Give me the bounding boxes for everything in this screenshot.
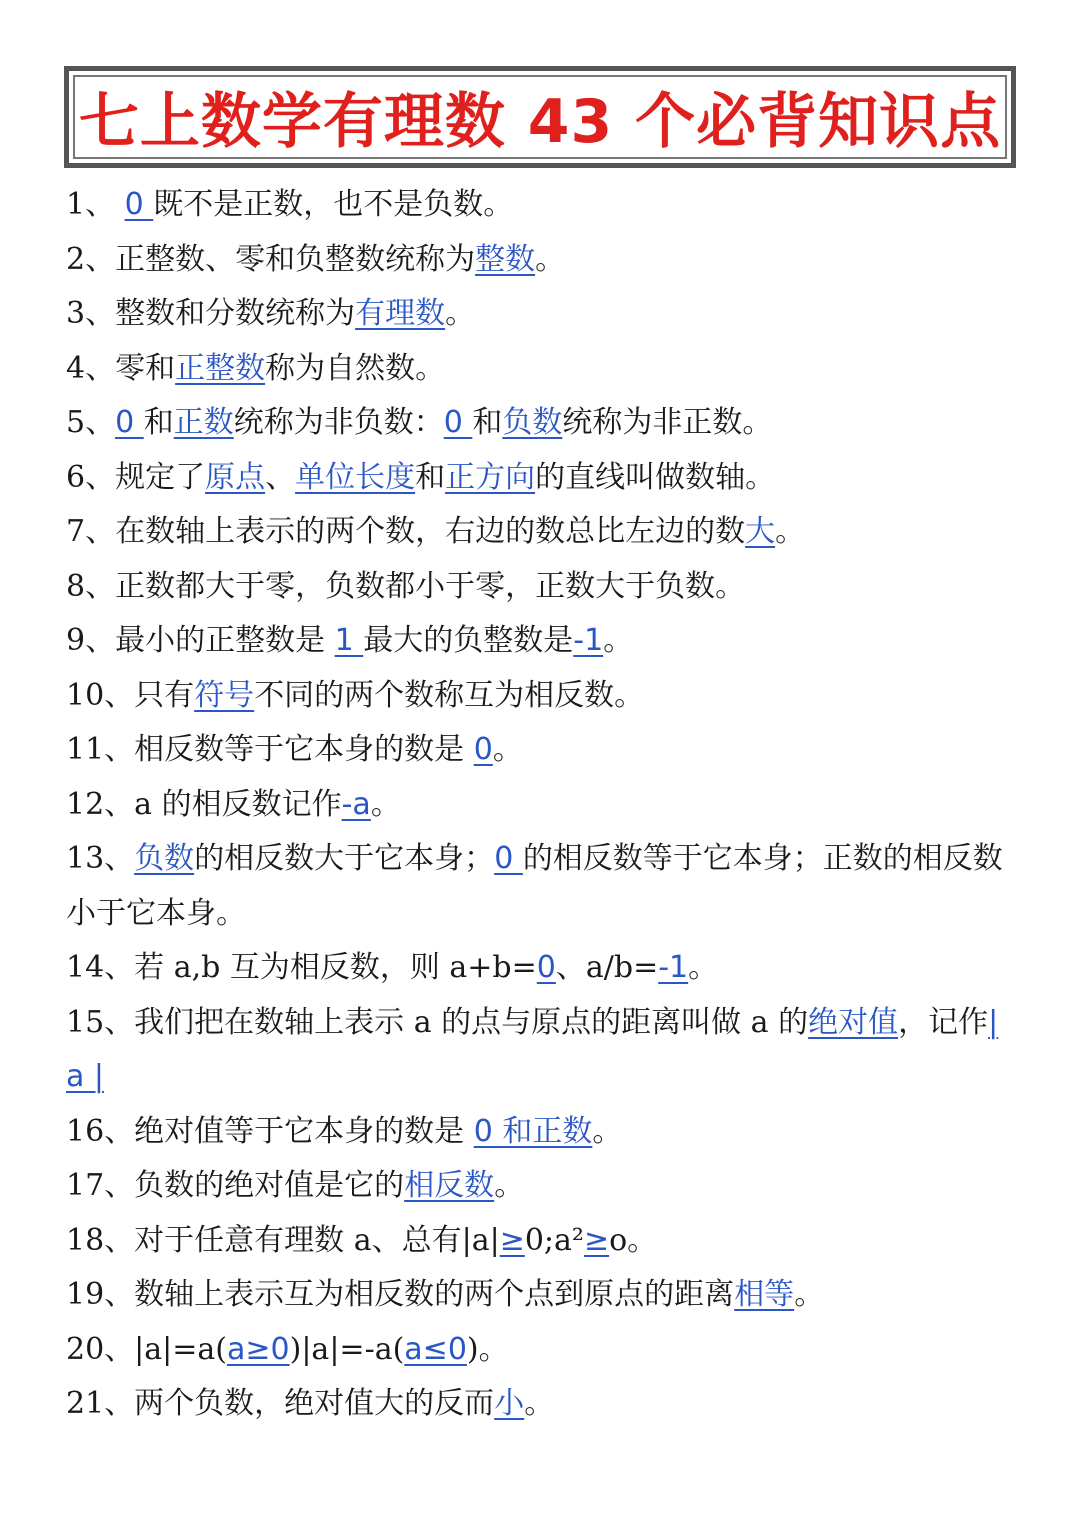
statement-text: ，记作 xyxy=(898,1004,989,1040)
statement-text: 17、负数的绝对值是它的 xyxy=(66,1168,405,1203)
statement-text: 统称为非正数。 xyxy=(562,405,773,440)
answer-text: 相等 xyxy=(734,1277,795,1312)
answer-text: 有理数 xyxy=(355,296,446,331)
answer-text: -1 xyxy=(658,950,689,985)
statement-text: 和 xyxy=(472,405,503,440)
knowledge-point-13 xyxy=(66,832,1018,941)
statement-text: 的直线叫做数轴。 xyxy=(535,459,776,495)
statement-text: 14、若 a,b 互为相反数，则 a+b= xyxy=(66,950,537,985)
statement-text: 20、|a|=a( xyxy=(66,1331,228,1367)
knowledge-point-19 xyxy=(66,1268,1018,1323)
statement-text: 。 xyxy=(492,732,523,767)
answer-text: 绝对值 xyxy=(808,1004,899,1040)
answer-text: ≥ xyxy=(583,1222,610,1258)
answer-text: 0 xyxy=(473,732,493,767)
statement-text: 既不是正数，也不是负数。 xyxy=(153,187,514,222)
statement-text: 8、正数都大于零，负数都小于零，正数大于负数。 xyxy=(66,568,746,604)
statement-text: 12、a 的相反数记作 xyxy=(66,786,342,822)
knowledge-point-9 xyxy=(66,614,1018,669)
statement-text: 16、绝对值等于它本身的数是 xyxy=(66,1113,474,1149)
statement-text: 21、两个负数，绝对值大的反而 xyxy=(66,1386,495,1421)
knowledge-point-7 xyxy=(66,505,1018,560)
statement-text: 。 xyxy=(794,1277,825,1312)
statement-text: )|a|=-a( xyxy=(289,1331,405,1367)
statement-text: 9、最小的正整数是 xyxy=(66,623,335,658)
statement-text: 15、我们把在数轴上表示 a 的点与原点的距离叫做 a 的 xyxy=(66,1004,809,1040)
statement-text: 和 xyxy=(143,405,174,440)
statement-text: 。 xyxy=(603,623,634,658)
statement-text: 和 xyxy=(415,459,446,495)
knowledge-point-16 xyxy=(66,1105,1018,1160)
statement-text: 10、只有 xyxy=(66,677,195,713)
answer-text: 正方向 xyxy=(445,459,536,495)
statement-text: )。 xyxy=(466,1331,509,1367)
knowledge-point-2 xyxy=(66,233,1018,288)
statement-text: 3、整数和分数统称为 xyxy=(66,296,356,331)
statement-text: 18、对于任意有理数 a、总有|a| xyxy=(66,1222,500,1258)
answer-text: 0 xyxy=(115,405,144,440)
answer-text: 0 xyxy=(494,841,523,876)
statement-text: 的相反数大于它本身； xyxy=(194,841,495,876)
answer-text: 0 xyxy=(124,187,154,222)
answer-text: 正整数 xyxy=(175,350,266,386)
statement-text: 0;a² xyxy=(524,1222,584,1258)
answer-text: -1 xyxy=(573,623,604,658)
answer-text: 整数 xyxy=(475,241,536,277)
statement-text: 。 xyxy=(592,1113,623,1149)
knowledge-point-15 xyxy=(66,996,1018,1105)
answer-text: 单位长度 xyxy=(295,459,416,495)
statement-text: 。 xyxy=(494,1168,525,1203)
knowledge-point-6 xyxy=(66,451,1018,506)
statement-text: 19、数轴上表示互为相反数的两个点到原点的距离 xyxy=(66,1277,735,1312)
answer-text: 负数 xyxy=(134,841,195,876)
answer-text: | a | xyxy=(66,1004,999,1094)
answer-text: 0 xyxy=(443,405,473,440)
statement-text: 。 xyxy=(775,514,806,549)
statement-text: o。 xyxy=(609,1222,658,1258)
knowledge-point-4 xyxy=(66,342,1018,397)
statement-text: 6、规定了 xyxy=(66,459,206,495)
knowledge-point-10 xyxy=(66,669,1018,724)
knowledge-point-18 xyxy=(66,1214,1018,1269)
statement-text: 、a/b= xyxy=(555,950,659,985)
statement-text: 7、在数轴上表示的两个数，右边的数总比左边的数 xyxy=(66,514,746,549)
answer-text: a≤0 xyxy=(404,1331,467,1367)
knowledge-point-14 xyxy=(66,941,1018,996)
knowledge-point-list xyxy=(66,178,1018,1432)
knowledge-point-21 xyxy=(66,1377,1018,1432)
answer-text: 0 和正数 xyxy=(473,1113,593,1149)
answer-text: 正数 xyxy=(173,405,234,440)
statement-text: 5、 xyxy=(66,405,116,440)
answer-text: 符号 xyxy=(194,677,255,713)
answer-text: 0 xyxy=(536,950,556,985)
statement-text: 不同的两个数称互为相反数。 xyxy=(254,677,645,713)
answer-text: 1 xyxy=(334,623,364,658)
knowledge-point-12 xyxy=(66,778,1018,833)
knowledge-point-20 xyxy=(66,1323,1018,1378)
statement-text: 。 xyxy=(445,296,476,331)
statement-text: 最大的负整数是 xyxy=(363,623,574,658)
knowledge-point-1 xyxy=(66,178,1018,233)
statement-text: 。 xyxy=(688,950,719,985)
answer-text: a≥0 xyxy=(227,1331,290,1367)
knowledge-point-8 xyxy=(66,560,1018,615)
statement-text: 的相反数等于它本身；正数的相反数小于它本身。 xyxy=(66,841,1003,931)
statement-text: 、 xyxy=(265,459,296,495)
statement-text: 。 xyxy=(524,1386,555,1421)
statement-text: 4、零和 xyxy=(66,350,176,386)
page-title: 七上数学有理数 43 个必背知识点 xyxy=(78,87,1002,157)
answer-text: -a xyxy=(341,786,371,822)
statement-text: 1、 xyxy=(66,187,125,222)
statement-text: 。 xyxy=(370,786,401,822)
statement-text: 13、 xyxy=(66,841,135,876)
answer-text: ≥ xyxy=(499,1222,525,1258)
statement-text: 2、正整数、零和负整数统称为 xyxy=(66,241,476,277)
statement-text: 。 xyxy=(535,241,566,277)
knowledge-point-17 xyxy=(66,1159,1018,1214)
answer-text: 大 xyxy=(745,514,776,549)
statement-text: 称为自然数。 xyxy=(265,350,446,386)
answer-text: 负数 xyxy=(502,405,563,440)
statement-text: 统称为非负数： xyxy=(233,405,444,440)
title-frame xyxy=(64,66,1016,168)
answer-text: 相反数 xyxy=(404,1168,495,1203)
statement-text: 11、相反数等于它本身的数是 xyxy=(66,732,474,767)
title-inner-border xyxy=(73,75,1007,159)
answer-text: 小 xyxy=(494,1386,525,1421)
answer-text: 原点 xyxy=(205,459,266,495)
knowledge-point-5 xyxy=(66,396,1018,451)
knowledge-point-3 xyxy=(66,287,1018,342)
knowledge-point-11 xyxy=(66,723,1018,778)
